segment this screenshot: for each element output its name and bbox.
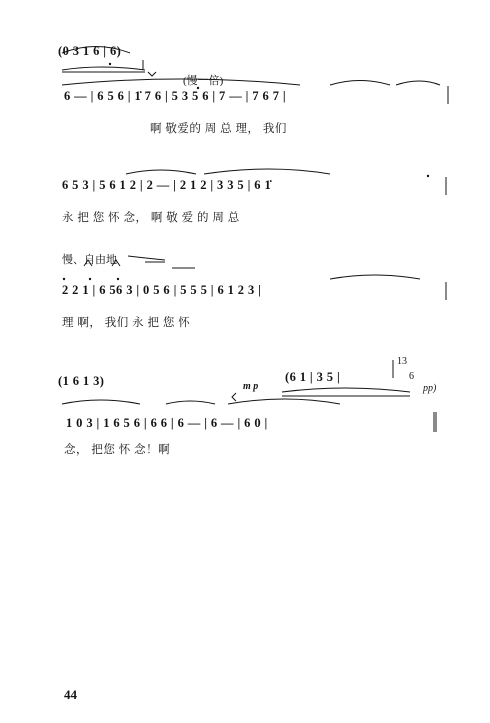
breath-mark	[148, 72, 156, 76]
slur	[62, 47, 130, 54]
octave-dot	[427, 175, 429, 177]
system-1-notes: 6 — | 6 5 6 | 1̇ 7 6 | 5 3 5 6 | 7 — | 7 6 7 |	[64, 89, 287, 103]
slur	[62, 400, 140, 404]
system-4-dynamic-end: pp)	[423, 383, 437, 394]
system-4-intro-notes: (1 6 1 3)	[58, 374, 105, 388]
fermata	[112, 260, 120, 266]
slur	[128, 256, 165, 260]
system-3-lyrics: 理 啊， 我们 永 把 您 怀	[62, 317, 191, 329]
slur	[330, 81, 390, 86]
slur	[166, 401, 215, 404]
octave-dot	[63, 278, 65, 280]
system-2-lyrics: 永 把 您 怀 念， 啊 敬 爱 的 周 总	[62, 212, 240, 224]
slur	[62, 67, 145, 70]
system-4-measure-label: 13	[397, 356, 407, 367]
slur	[126, 170, 196, 174]
system-3-notes: 2 2 1 | 6 56 3 | 0 5 6 | 5 5 5 | 6 1 2 3 |	[62, 283, 262, 297]
octave-dot	[89, 278, 91, 280]
slur	[204, 169, 330, 174]
slur	[396, 81, 440, 85]
system-1-intro-notes: (0 3 1 6 | 6)	[58, 44, 122, 58]
slur	[228, 399, 340, 404]
octave-dot	[197, 87, 199, 89]
octave-dot	[117, 278, 119, 280]
system-4-small-notes: 6	[409, 371, 414, 382]
system-4-upper-notes: (6 1 | 3 5 |	[285, 370, 341, 384]
page-number: 44	[64, 687, 77, 702]
octave-dot	[109, 63, 111, 65]
breath-mark	[232, 393, 236, 401]
system-4-dynamic: m p	[243, 381, 259, 392]
system-4-notes: 1 0 3 | 1 6 5 6 | 6 6 | 6 — | 6 — | 6 0 |	[66, 416, 268, 430]
slur	[330, 275, 420, 279]
system-3-tempo-mark: 慢、自由地	[62, 254, 117, 266]
fermata	[84, 260, 92, 266]
system-2-notes: 6 5 3 | 5 6 1 2 | 2 — | 2 1 2 | 3 3 5 | 6 1̇	[62, 178, 272, 192]
system-1-lyrics: 啊 敬爱的 周 总 理， 我们	[150, 123, 287, 135]
slur	[62, 79, 300, 85]
system-1-tempo-mark: (慢一倍)	[183, 75, 224, 87]
system-4-lyrics: 念， 把您 怀 念！啊	[64, 444, 171, 456]
slur	[282, 388, 410, 392]
